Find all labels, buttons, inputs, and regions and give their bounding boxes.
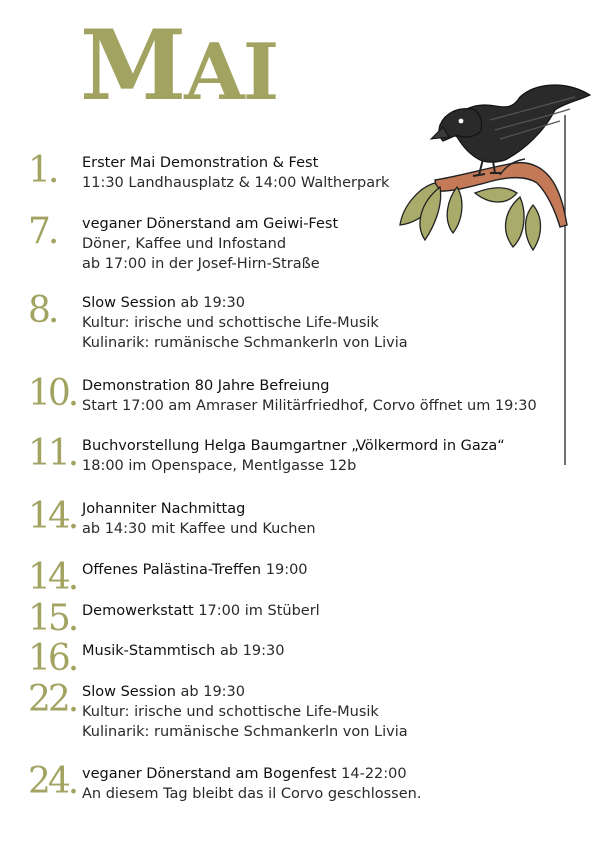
event-body — [82, 376, 582, 416]
event-day: 7. — [28, 211, 57, 252]
event-body — [82, 293, 582, 353]
event-body — [82, 153, 582, 193]
event-day: 14. — [28, 496, 77, 537]
page-title-rest: AI — [184, 27, 278, 118]
event-body — [82, 499, 582, 539]
event-headline — [82, 293, 582, 313]
event-name: Johanniter Nachmittag — [82, 501, 246, 517]
event-day: 11. — [28, 433, 77, 474]
event-detail-line: Kulinarik: rumänische Schmankerln von Livia — [82, 335, 408, 351]
event-day: 1. — [28, 150, 57, 191]
event-name: Demonstration 80 Jahre Befreiung — [82, 378, 330, 394]
event-day: 22. — [28, 679, 77, 720]
event-extra: ab 19:30 — [215, 643, 285, 659]
event-extra: ab 19:30 — [175, 295, 246, 311]
event-body — [82, 641, 582, 661]
event-name: Slow Session — [82, 295, 176, 311]
event-extra: ab 19:30 — [175, 684, 246, 700]
event-day: 14. — [28, 557, 77, 598]
event-body — [82, 560, 582, 580]
event-detail-line: Döner, Kaffee und Infostand — [82, 236, 287, 252]
event-detail-line: ab 17:00 in der Josef-Hirn-Straße — [82, 256, 320, 272]
event-day: 24. — [28, 761, 77, 802]
event-name: Erster Mai Demonstration & Fest — [82, 155, 319, 171]
event-headline — [82, 376, 582, 396]
event-name: Musik-Stammtisch — [82, 643, 216, 659]
event-day: 15. — [28, 598, 77, 639]
event-day: 8. — [28, 290, 57, 331]
event-headline — [82, 499, 582, 519]
event-headline — [82, 764, 582, 784]
event-day: 16. — [28, 638, 77, 679]
event-headline — [82, 153, 582, 173]
event-detail-line: Kultur: irische und schottische Life-Musik — [82, 704, 379, 720]
event-detail-line: An diesem Tag bleibt das il Corvo geschlossen. — [82, 786, 422, 802]
event-body — [82, 764, 582, 804]
event-name: veganer Dönerstand am Bogenfest — [82, 766, 337, 782]
event-headline — [82, 560, 582, 580]
event-name: Slow Session — [82, 684, 176, 700]
event-headline — [82, 214, 582, 234]
event-extra: 19:00 — [261, 562, 308, 578]
event-day: 10. — [28, 373, 77, 414]
event-extra: 17:00 im Stüberl — [193, 603, 320, 619]
event-name: Buchvorstellung Helga Baumgartner „Völkermord in Gaza“ — [82, 438, 505, 454]
event-detail-line: 11:30 Landhausplatz & 14:00 Waltherpark — [82, 175, 390, 191]
event-body — [82, 214, 582, 274]
page-title-first: M — [80, 9, 185, 122]
event-extra: 14-22:00 — [336, 766, 407, 782]
event-body — [82, 601, 582, 621]
event-detail-line: Start 17:00 am Amraser Militärfriedhof, Corvo öffnet um 19:30 — [82, 398, 537, 414]
event-detail-line: Kulinarik: rumänische Schmankerln von Livia — [82, 724, 408, 740]
event-headline — [82, 436, 582, 456]
event-body — [82, 436, 582, 476]
event-name: Offenes Palästina-Treffen — [82, 562, 262, 578]
event-body — [82, 682, 582, 742]
event-headline — [82, 601, 582, 621]
event-detail-line: Kultur: irische und schottische Life-Musik — [82, 315, 379, 331]
event-detail-line: 18:00 im Openspace, Mentlgasse 12b — [82, 458, 357, 474]
event-name: Demowerkstatt — [82, 603, 194, 619]
event-detail-line: ab 14:30 mit Kaffee und Kuchen — [82, 521, 316, 537]
event-headline — [82, 641, 582, 661]
event-name: veganer Dönerstand am Geiwi-Fest — [82, 216, 339, 232]
event-headline — [82, 682, 582, 702]
